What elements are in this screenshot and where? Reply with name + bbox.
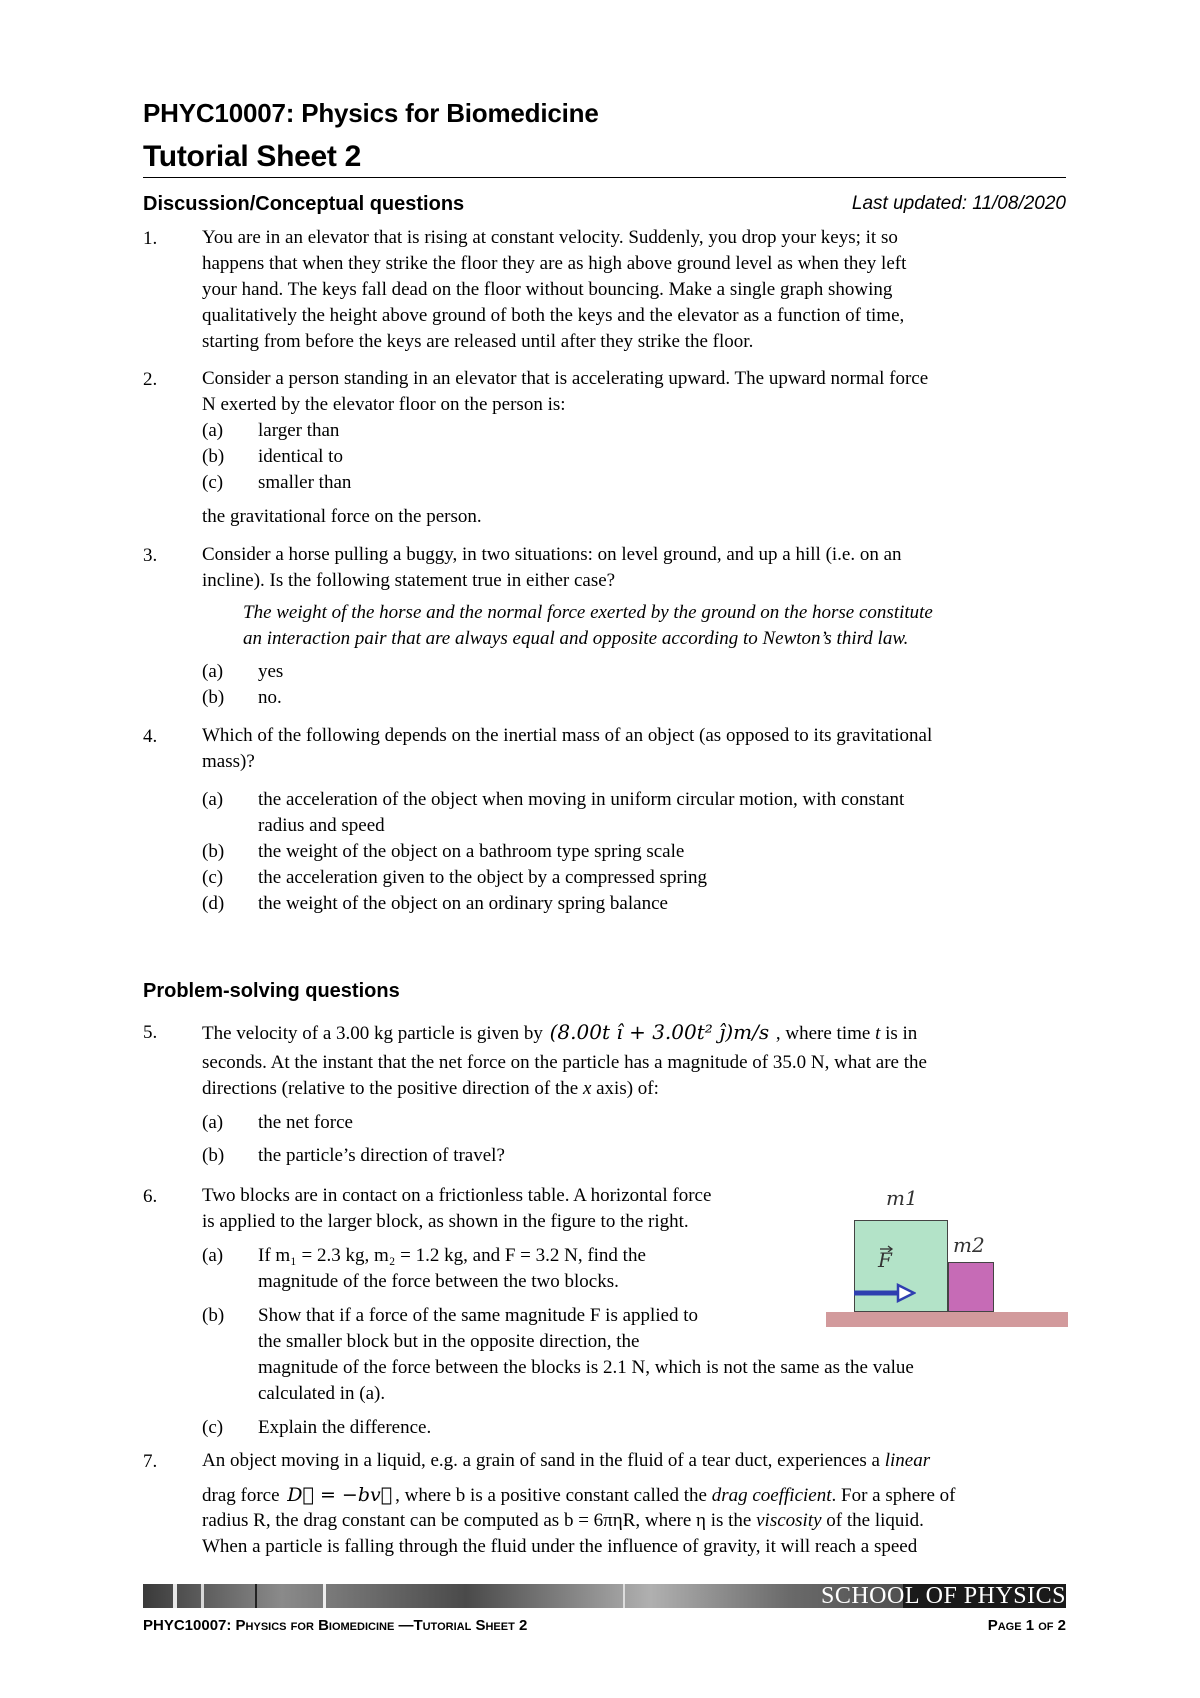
question-3-quote bbox=[243, 600, 933, 652]
option-label: (c) bbox=[202, 1417, 224, 1438]
text-line: mass)? bbox=[202, 751, 255, 772]
text-fragment: is in bbox=[885, 1023, 918, 1044]
option-label: (d) bbox=[202, 893, 225, 914]
discussion-heading: Discussion/Conceptual questions bbox=[143, 193, 465, 215]
option-label: (a) bbox=[202, 420, 224, 441]
text-fragment: directions (relative to the positive direction of the bbox=[202, 1078, 579, 1099]
question-number: 2. bbox=[143, 369, 158, 390]
question-2-text bbox=[202, 366, 928, 418]
text-line: You are in an elevator that is rising at constant velocity. Suddenly, you drop your keys; it so bbox=[202, 227, 898, 248]
question-number: 1. bbox=[143, 228, 158, 249]
question-7-line-4: When a particle is falling through the fluid under the influence of gravity, it will reach a speed bbox=[202, 1536, 918, 1557]
question-number: 5. bbox=[143, 1022, 158, 1043]
option-label: (b) bbox=[202, 687, 225, 708]
option-text: identical to bbox=[258, 446, 343, 467]
text-fragment: of the liquid. bbox=[826, 1510, 924, 1531]
school-of-physics-banner: SCHOOL OF PHYSICS bbox=[820, 1583, 1066, 1609]
option-text: the weight of the object on an ordinary spring balance bbox=[258, 893, 668, 914]
text-line: N exerted by the elevator floor on the person is: bbox=[202, 394, 566, 415]
table-surface bbox=[826, 1312, 1068, 1327]
text-line: happens that when they strike the floor they are as high above ground level as when they left bbox=[202, 253, 907, 274]
footer-course-label: PHYC10007: Physics for Biomedicine —Tutorial Sheet 2 bbox=[143, 1617, 528, 1634]
text-fragment: . For a sphere of bbox=[831, 1485, 956, 1506]
text-line: your hand. The keys fall dead on the floor without bouncing. Make a single graph showing bbox=[202, 279, 893, 300]
option-text: larger than bbox=[258, 420, 340, 441]
quote-line: The weight of the horse and the normal force exerted by the ground on the horse constitute bbox=[243, 602, 933, 623]
option-text: smaller than bbox=[258, 472, 352, 493]
option-text: the particle’s direction of travel? bbox=[258, 1145, 505, 1166]
text-line: incline). Is the following statement true in either case? bbox=[202, 570, 616, 591]
text-fragment: An object moving in a liquid, e.g. a grain of sand in the fluid of a tear duct, experiences a bbox=[202, 1450, 880, 1471]
option-text: the acceleration of the object when moving in uniform circular motion, with constant bbox=[258, 789, 905, 810]
force-symbol: F bbox=[878, 1248, 892, 1272]
option-text: yes bbox=[258, 661, 284, 682]
option-label: (c) bbox=[202, 472, 224, 493]
question-3-text bbox=[202, 542, 902, 594]
option-label: (a) bbox=[202, 789, 224, 810]
text-line: Which of the following depends on the inertial mass of an object (as opposed to its gravitational bbox=[202, 725, 933, 746]
option-label: (a) bbox=[202, 1245, 224, 1266]
question-number: 6. bbox=[143, 1186, 158, 1207]
question-5-line-1 bbox=[202, 1019, 917, 1047]
question-7-line-3 bbox=[202, 1508, 924, 1534]
drag-formula: D⃗ = −bv⃗ bbox=[287, 1484, 393, 1506]
question-6-text bbox=[202, 1183, 711, 1235]
text-fragment: drag force bbox=[202, 1485, 280, 1506]
option-text: the weight of the object on a bathroom type spring scale bbox=[258, 841, 685, 862]
velocity-formula: (8.00t î + 3.00t² ĵ)m/s bbox=[549, 1020, 770, 1044]
variable-x: x bbox=[582, 1078, 592, 1099]
option-text: the smaller block but in the opposite direction, the bbox=[258, 1331, 640, 1352]
problem-solving-heading: Problem-solving questions bbox=[143, 980, 400, 1002]
question-7-line-1 bbox=[202, 1448, 930, 1474]
option-label: (a) bbox=[202, 1112, 224, 1133]
option-text: magnitude of the force between the blocks is 2.1 N, which is not the same as the value bbox=[258, 1357, 914, 1378]
question-2-tail: the gravitational force on the person. bbox=[202, 506, 482, 527]
question-1-text bbox=[202, 225, 906, 355]
option-label: (b) bbox=[202, 446, 225, 467]
m1-label: m1 bbox=[886, 1186, 918, 1210]
m2-label: m2 bbox=[953, 1233, 985, 1257]
text-line: qualitatively the height above ground of both the keys and the elevator as a function of time, bbox=[202, 305, 905, 326]
variable-t: t bbox=[875, 1023, 881, 1044]
course-title: PHYC10007: Physics for Biomedicine bbox=[143, 98, 599, 128]
option-text: calculated in (a). bbox=[258, 1383, 386, 1404]
option-label: (c) bbox=[202, 867, 224, 888]
title-divider bbox=[143, 177, 1066, 178]
text-line: Two blocks are in contact on a frictionless table. A horizontal force bbox=[202, 1185, 712, 1206]
text-line: Consider a person standing in an elevator that is accelerating upward. The upward normal force bbox=[202, 368, 929, 389]
question-number: 7. bbox=[143, 1451, 158, 1472]
text-fragment: radius R, the drag constant can be computed as b = 6πηR, where η is the bbox=[202, 1510, 752, 1531]
question-5-line-2: seconds. At the instant that the net force on the particle has a magnitude of 35.0 N, what are the bbox=[202, 1052, 927, 1073]
quote-line: an interaction pair that are always equal and opposite according to Newton’s third law. bbox=[243, 628, 909, 649]
emphasis: drag coefficient bbox=[711, 1485, 832, 1506]
emphasis: viscosity bbox=[756, 1510, 822, 1531]
option-text: the net force bbox=[258, 1112, 353, 1133]
emphasis: linear bbox=[884, 1450, 931, 1471]
option-text: Show that if a force of the same magnitude F is applied to bbox=[258, 1305, 699, 1326]
option-text: If m₁ = 2.3 kg, m₂ = 1.2 kg, and F = 3.2 N, find the bbox=[258, 1245, 646, 1266]
two-blocks-figure bbox=[826, 1186, 1068, 1332]
option-label: (a) bbox=[202, 661, 224, 682]
option-text: no. bbox=[258, 687, 282, 708]
option-text: the acceleration given to the object by a compressed spring bbox=[258, 867, 707, 888]
option-text: Explain the difference. bbox=[258, 1417, 432, 1438]
option-label: (b) bbox=[202, 841, 225, 862]
question-4-text bbox=[202, 723, 932, 775]
last-updated: Last updated: 11/08/2020 bbox=[851, 193, 1066, 214]
option-text: magnitude of the force between the two blocks. bbox=[258, 1271, 619, 1292]
question-7-line-2 bbox=[202, 1482, 956, 1509]
force-arrow-icon bbox=[854, 1282, 916, 1304]
vector-arrow-icon bbox=[879, 1244, 895, 1252]
page-number: Page 1 of 2 bbox=[987, 1617, 1066, 1634]
text-fragment: , where b is a positive constant called the bbox=[395, 1485, 707, 1506]
force-label bbox=[878, 1248, 892, 1272]
block-m2 bbox=[948, 1262, 994, 1312]
option-text: radius and speed bbox=[258, 815, 385, 836]
question-number: 3. bbox=[143, 545, 158, 566]
option-label: (b) bbox=[202, 1145, 225, 1166]
text-fragment: , where time bbox=[775, 1023, 871, 1044]
text-line: is applied to the larger block, as shown in the figure to the right. bbox=[202, 1211, 689, 1232]
text-fragment: axis) of: bbox=[596, 1078, 659, 1099]
question-5-line-3 bbox=[202, 1076, 659, 1102]
option-label: (b) bbox=[202, 1305, 225, 1326]
sheet-title: Tutorial Sheet 2 bbox=[143, 140, 362, 173]
text-line: Consider a horse pulling a buggy, in two situations: on level ground, and up a hill (i.e. on an bbox=[202, 544, 902, 565]
question-number: 4. bbox=[143, 726, 158, 747]
text-fragment: The velocity of a 3.00 kg particle is given by bbox=[202, 1023, 543, 1044]
text-line: starting from before the keys are released until after they strike the floor. bbox=[202, 331, 754, 352]
